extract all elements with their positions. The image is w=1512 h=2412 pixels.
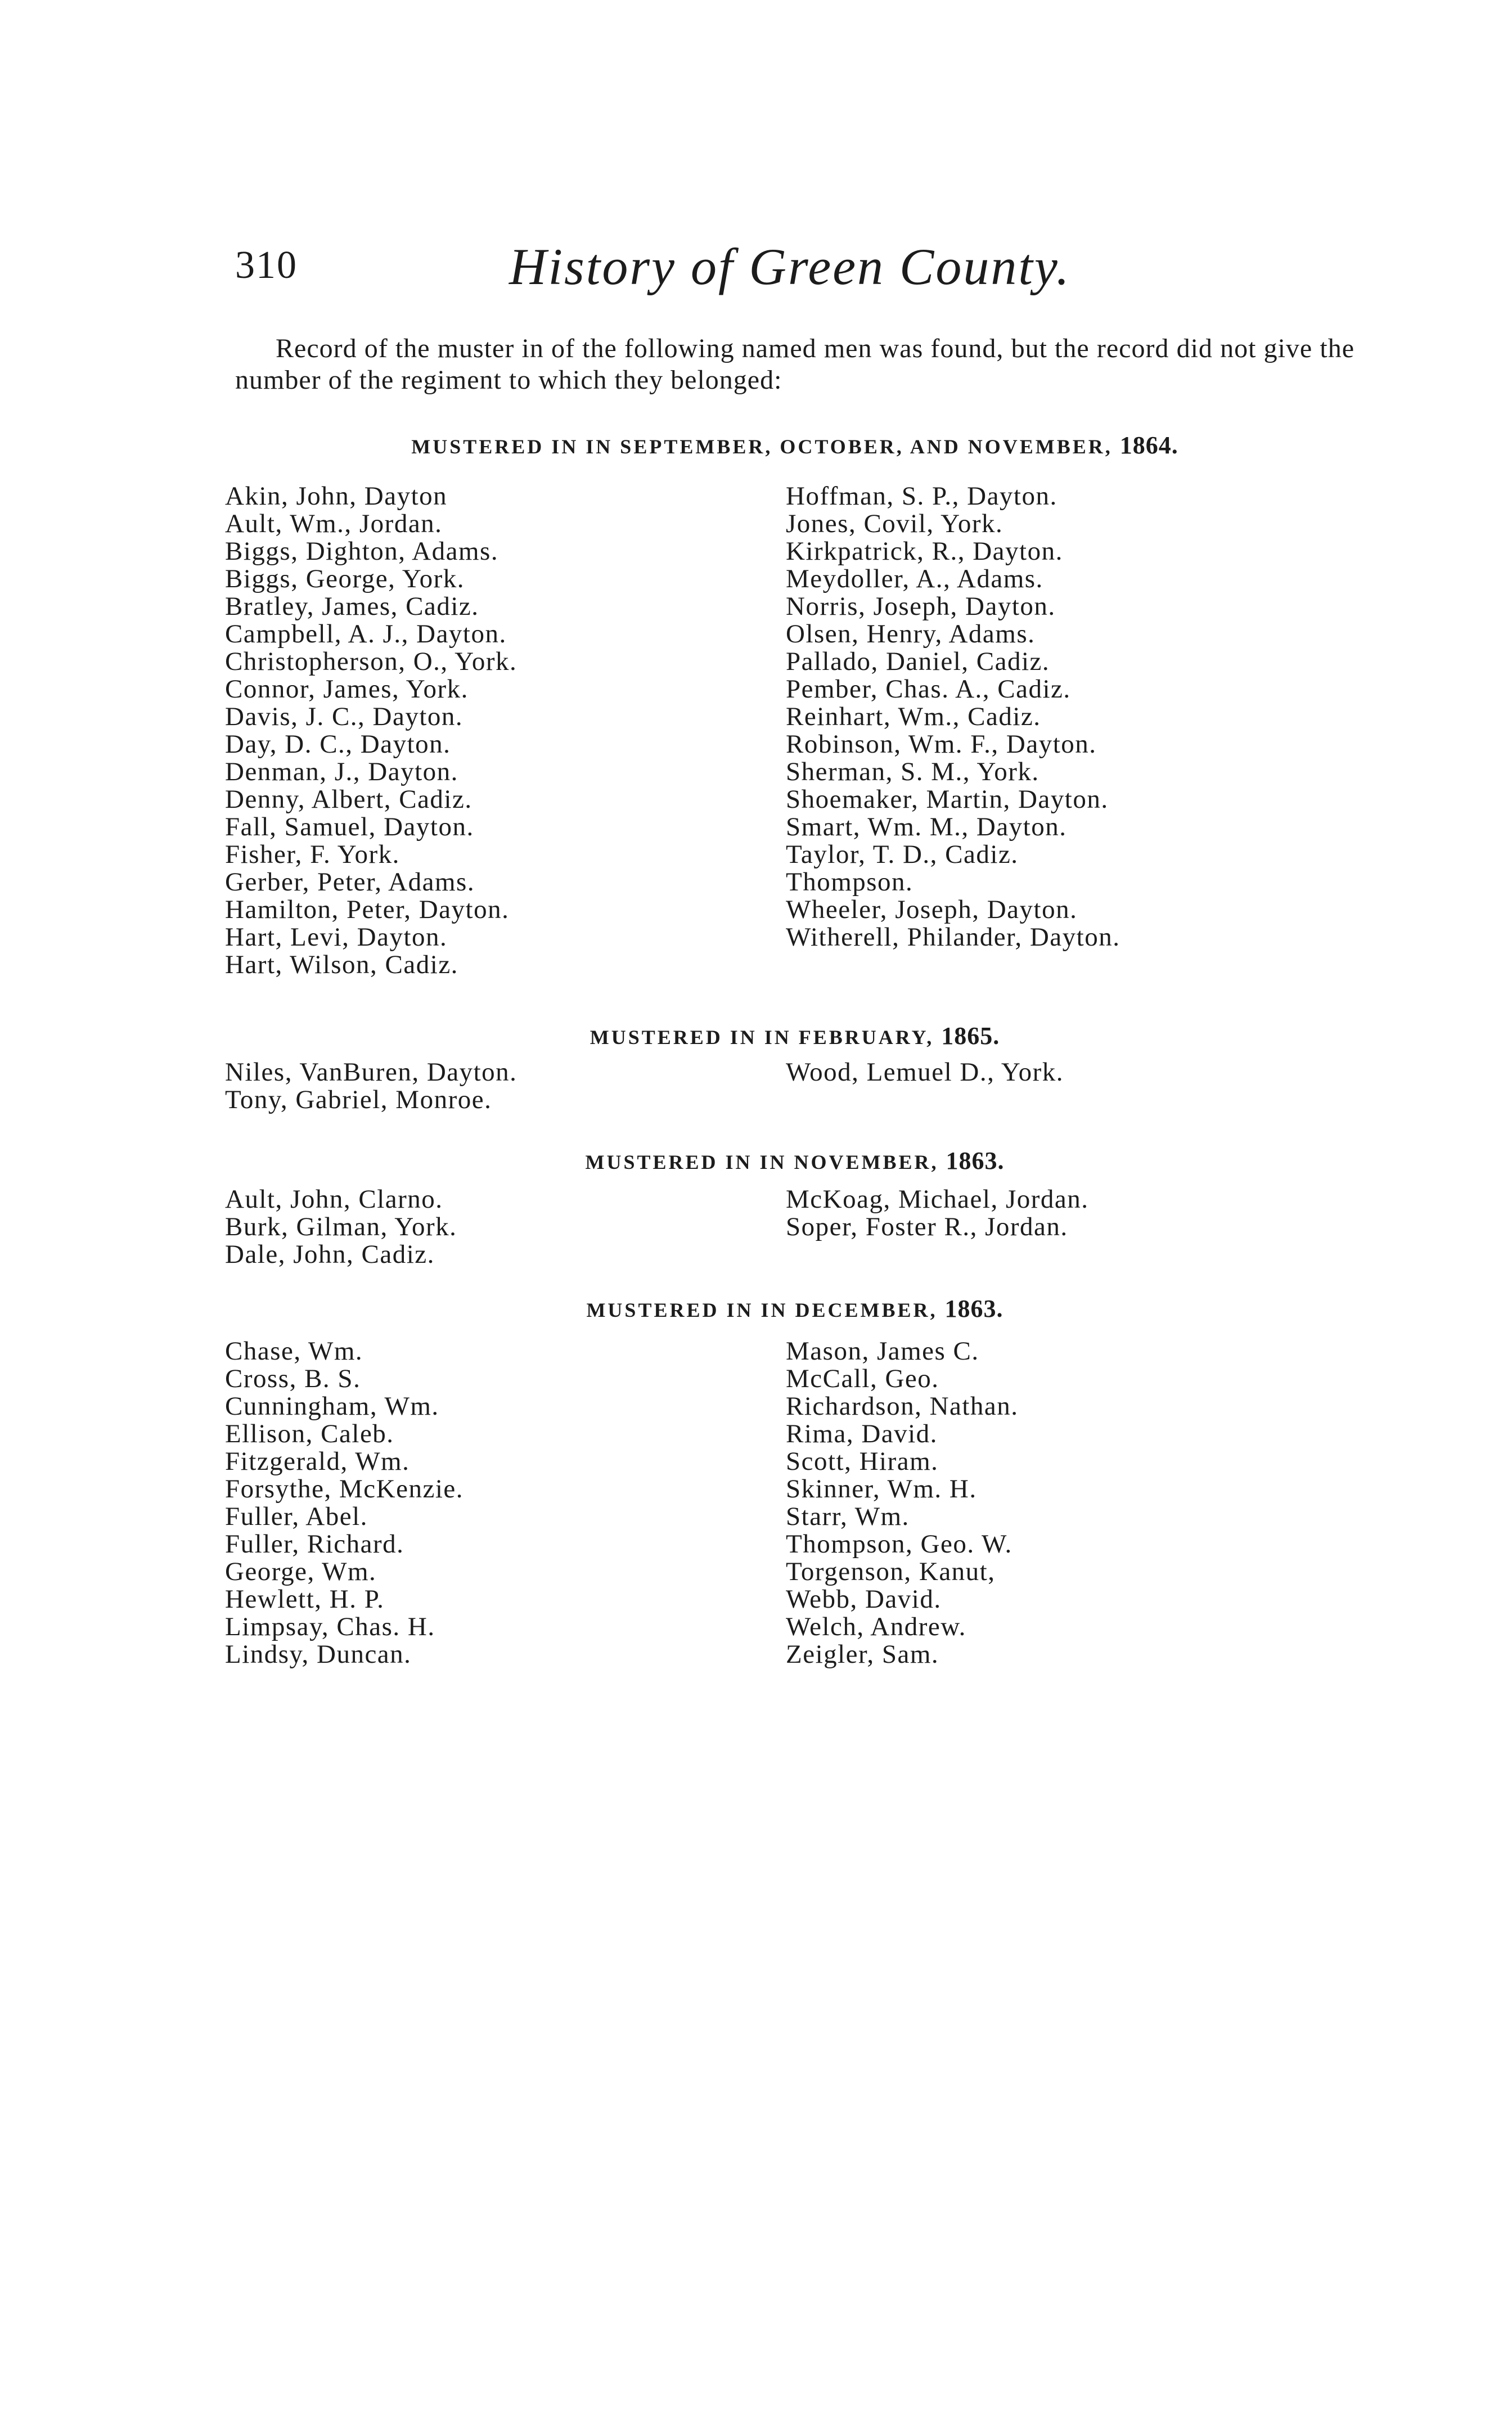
list-item: Meydoller, A., Adams.: [786, 564, 1043, 593]
list-item: Jones, Covil, York.: [786, 509, 1004, 538]
list-item: Kirkpatrick, R., Dayton.: [786, 537, 1063, 566]
list-item: Burk, Gilman, York.: [225, 1212, 457, 1241]
section-heading-year: 1863.: [946, 1147, 1005, 1174]
list-item: Fall, Samuel, Dayton.: [225, 812, 474, 842]
page-number: 310: [235, 244, 298, 287]
list-item: George, Wm.: [225, 1557, 377, 1586]
list-item: Biggs, George, York.: [225, 564, 465, 593]
list-item: Limpsay, Chas. H.: [225, 1612, 435, 1641]
name-list-left: [225, 1186, 457, 1268]
name-list-left: [225, 1059, 517, 1114]
list-item: Taylor, T. D., Cadiz.: [786, 840, 1019, 869]
list-item: Tony, Gabriel, Monroe.: [225, 1085, 492, 1114]
list-item: Skinner, Wm. H.: [786, 1474, 977, 1504]
list-item: Denman, J., Dayton.: [225, 757, 458, 786]
list-item: Wood, Lemuel D., York.: [786, 1058, 1064, 1087]
list-item: Witherell, Philander, Dayton.: [786, 922, 1120, 952]
list-item: McCall, Geo.: [786, 1364, 939, 1393]
list-item: Lindsy, Duncan.: [225, 1640, 412, 1669]
section-heading-year: 1863.: [944, 1295, 1004, 1322]
section-heading: [235, 1024, 1354, 1050]
list-item: Day, D. C., Dayton.: [225, 730, 451, 759]
name-list-left: [225, 1338, 464, 1668]
list-item: Chase, Wm.: [225, 1336, 363, 1366]
list-item: Hart, Wilson, Cadiz.: [225, 950, 458, 979]
section-heading: [235, 1149, 1354, 1174]
list-item: Thompson, Geo. W.: [786, 1529, 1012, 1559]
list-item: Connor, James, York.: [225, 674, 469, 704]
list-item: Gerber, Peter, Adams.: [225, 867, 475, 897]
name-list-left: [225, 483, 517, 979]
name-list-right: [786, 483, 1120, 951]
section-heading-text: MUSTERED IN IN SEPTEMBER, OCTOBER, AND NOVEMBER,: [411, 435, 1113, 458]
section-heading: [235, 433, 1354, 459]
list-item: Zeigler, Sam.: [786, 1640, 939, 1669]
list-item: Campbell, A. J., Dayton.: [225, 619, 507, 649]
list-item: McKoag, Michael, Jordan.: [786, 1185, 1089, 1214]
list-item: Mason, James C.: [786, 1336, 979, 1366]
list-item: Pallado, Daniel, Cadiz.: [786, 647, 1050, 676]
list-item: Ault, Wm., Jordan.: [225, 509, 443, 538]
list-item: Wheeler, Joseph, Dayton.: [786, 895, 1078, 924]
list-item: Bratley, James, Cadiz.: [225, 592, 479, 621]
list-item: Torgenson, Kanut,: [786, 1557, 996, 1586]
list-item: Biggs, Dighton, Adams.: [225, 537, 499, 566]
list-item: Richardson, Nathan.: [786, 1392, 1019, 1421]
list-item: Ault, John, Clarno.: [225, 1185, 443, 1214]
running-title: History of Green County.: [509, 238, 1071, 295]
list-item: Olsen, Henry, Adams.: [786, 619, 1036, 649]
name-list-right: [786, 1186, 1089, 1241]
section-heading-text: MUSTERED IN IN NOVEMBER,: [585, 1151, 939, 1173]
list-item: Hart, Levi, Dayton.: [225, 922, 448, 952]
list-item: Sherman, S. M., York.: [786, 757, 1040, 786]
section-heading-year: 1865.: [941, 1022, 1000, 1050]
intro-paragraph: Record of the muster in of the following named men was found, but the record did not give the number of the regiment to which they belonged:: [235, 334, 1354, 395]
list-item: Ellison, Caleb.: [225, 1419, 394, 1448]
list-item: Smart, Wm. M., Dayton.: [786, 812, 1067, 842]
list-item: Fisher, F. York.: [225, 840, 400, 869]
list-item: Denny, Albert, Cadiz.: [225, 785, 472, 814]
list-item: Norris, Joseph, Dayton.: [786, 592, 1056, 621]
list-item: Robinson, Wm. F., Dayton.: [786, 730, 1097, 759]
list-item: Thompson.: [786, 867, 914, 897]
list-item: Dale, John, Cadiz.: [225, 1240, 435, 1269]
list-item: Cross, B. S.: [225, 1364, 361, 1393]
name-list-right: [786, 1059, 1064, 1086]
list-item: Soper, Foster R., Jordan.: [786, 1212, 1068, 1241]
list-item: Rima, David.: [786, 1419, 938, 1448]
list-item: Forsythe, McKenzie.: [225, 1474, 464, 1504]
list-item: Scott, Hiram.: [786, 1447, 939, 1476]
list-item: Fitzgerald, Wm.: [225, 1447, 410, 1476]
list-item: Reinhart, Wm., Cadiz.: [786, 702, 1041, 731]
list-item: Hoffman, S. P., Dayton.: [786, 482, 1058, 511]
list-item: Christopherson, O., York.: [225, 647, 518, 676]
section-heading-year: 1864.: [1119, 431, 1178, 459]
list-item: Akin, John, Dayton: [225, 482, 448, 511]
list-item: Davis, J. C., Dayton.: [225, 702, 464, 731]
list-item: Hamilton, Peter, Dayton.: [225, 895, 510, 924]
name-list-right: [786, 1338, 1019, 1668]
list-item: Fuller, Abel.: [225, 1502, 368, 1531]
list-item: Pember, Chas. A., Cadiz.: [786, 674, 1071, 704]
list-item: Fuller, Richard.: [225, 1529, 404, 1559]
list-item: Welch, Andrew.: [786, 1612, 966, 1641]
list-item: Cunningham, Wm.: [225, 1392, 439, 1421]
section-heading: [235, 1297, 1354, 1322]
list-item: Shoemaker, Martin, Dayton.: [786, 785, 1109, 814]
section-heading-text: MUSTERED IN IN FEBRUARY,: [590, 1026, 934, 1048]
list-item: Starr, Wm.: [786, 1502, 910, 1531]
list-item: Hewlett, H. P.: [225, 1585, 385, 1614]
list-item: Webb, David.: [786, 1585, 942, 1614]
section-heading-text: MUSTERED IN IN DECEMBER,: [586, 1299, 938, 1321]
list-item: Niles, VanBuren, Dayton.: [225, 1058, 518, 1087]
